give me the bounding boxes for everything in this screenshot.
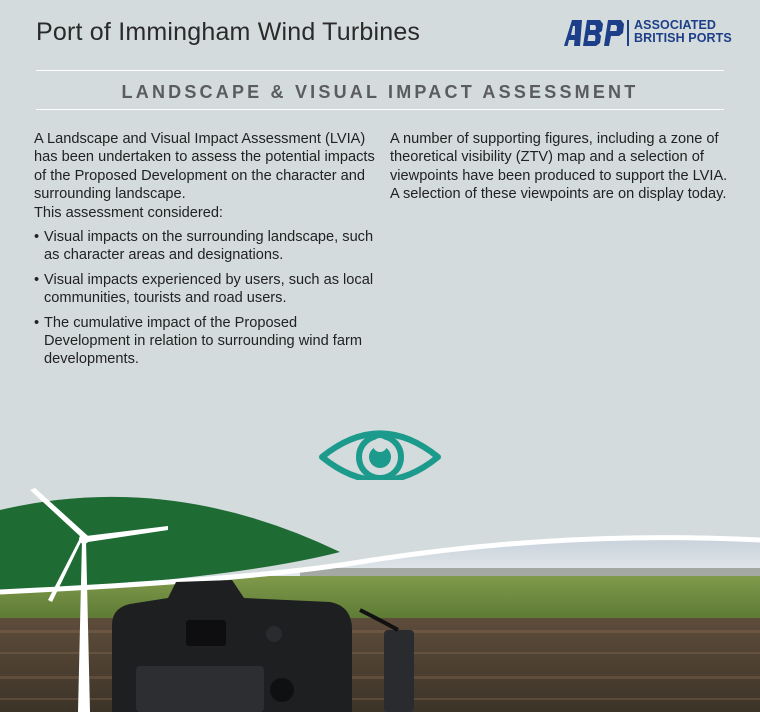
landscape-photo <box>0 480 760 712</box>
left-column <box>34 130 379 375</box>
header-divider <box>36 70 724 71</box>
intro-paragraph: A Landscape and Visual Impact Assessment (LVIA) has been undertaken to assess the potential impacts of the Proposed Development on the character and surrounding landscape. <box>34 131 375 203</box>
list-item: • The cumulative impact of the Proposed Development in relation to surrounding wind farm developments. <box>34 314 379 369</box>
page-title: Port of Immingham Wind Turbines <box>36 18 421 46</box>
assessment-list <box>34 228 379 369</box>
logo-line-2: BRITISH PORTS <box>634 31 732 45</box>
list-item: • Visual impacts on the surrounding landscape, such as character areas and designations. <box>34 228 379 265</box>
right-column <box>390 130 730 204</box>
distant-horizon <box>300 568 760 576</box>
section-divider <box>36 109 724 110</box>
list-item: • Visual impacts experienced by users, such as local communities, tourists and road users. <box>34 271 379 308</box>
abp-logo-mark <box>556 20 624 46</box>
supporting-figures-paragraph: A number of supporting figures, including a zone of theoretical visibility (ZTV) map and a selection of viewpoints have been produced to support the LVIA. A selection of these viewpoints are on display today. <box>390 131 728 203</box>
lead-text: This assessment considered: <box>34 204 223 221</box>
logo-divider <box>627 20 629 46</box>
abp-logo <box>556 18 736 50</box>
logo-line-1: ASSOCIATED <box>634 18 717 32</box>
logo-wordmark <box>634 19 732 45</box>
section-title: LANDSCAPE & VISUAL IMPACT ASSESSMENT <box>121 82 639 102</box>
